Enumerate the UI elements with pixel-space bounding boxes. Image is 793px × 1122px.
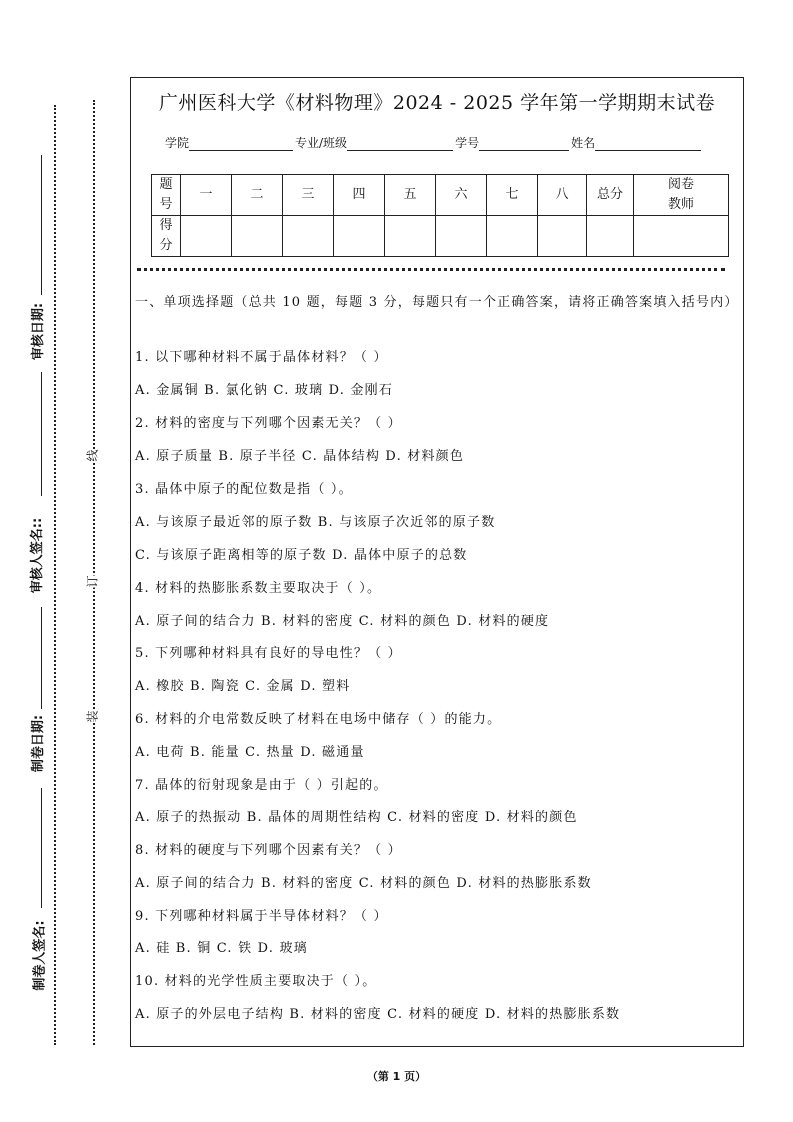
question-7-options: A. 原子的热振动 B. 晶体的周期性结构 C. 材料的密度 D. 材料的颜色 (135, 810, 578, 825)
col-6: 六 (436, 175, 487, 216)
question-4: 4. 材料的热膨胀系数主要取决于（ ）。 (135, 581, 382, 596)
question-5: 5. 下列哪种材料具有良好的导电性？（ ） (135, 646, 402, 661)
col-2: 二 (232, 175, 283, 216)
col-3: 三 (283, 175, 334, 216)
question-7: 7. 晶体的衍射现象是由于（ ）引起的。 (135, 778, 388, 793)
row-head-question: 题 号 (152, 175, 181, 216)
question-3: 3. 晶体中原子的配位数是指（ ）。 (135, 482, 353, 497)
review-date-line (41, 155, 42, 295)
question-4-options: A. 原子间的结合力 B. 材料的密度 C. 材料的颜色 D. 材料的硬度 (135, 614, 550, 629)
score-cell[interactable] (487, 216, 538, 257)
student-info-row (165, 134, 703, 151)
margin-dotted-line-inner (93, 100, 95, 1045)
question-10-options: A. 原子的外层电子结构 B. 材料的密度 C. 材料的硬度 D. 材料的热膨胀系数 (135, 1007, 621, 1022)
question-6: 6. 材料的介电常数反映了材料在电场中储存（ ）的能力。 (135, 712, 502, 727)
col-8: 八 (538, 175, 587, 216)
section-separator (137, 268, 725, 271)
exam-title: 广州医科大学《材料物理》2024 - 2025 学年第一学期期末试卷 (158, 92, 716, 114)
college-label: 学院 (165, 136, 190, 150)
question-10: 10. 材料的光学性质主要取决于（ ）。 (135, 974, 377, 989)
margin-char-line: 线 (85, 449, 100, 462)
score-table (151, 174, 729, 257)
major-field[interactable] (347, 136, 453, 151)
score-cell[interactable] (283, 216, 334, 257)
name-field[interactable] (595, 136, 701, 151)
question-1-options: A. 金属铜 B. 氯化钠 C. 玻璃 D. 金刚石 (135, 383, 394, 398)
score-table-score-row (152, 216, 729, 257)
author-signature-line (41, 788, 42, 908)
question-6-options: A. 电荷 B. 能量 C. 热量 D. 磁通量 (135, 745, 365, 760)
col-5: 五 (385, 175, 436, 216)
name-label: 姓名 (571, 136, 596, 150)
binding-margin (0, 0, 128, 1122)
section-heading: 一、单项选择题（总共 10 题，每题 3 分，每题只有一个正确答案，请将正确答案填入括号内） (135, 295, 739, 310)
margin-char-staple: 装 (85, 710, 100, 723)
score-table-header-row (152, 175, 729, 216)
question-8: 8. 材料的硬度与下列哪个因素有关？（ ） (135, 843, 402, 858)
student-id-field[interactable] (479, 136, 569, 151)
col-7: 七 (487, 175, 538, 216)
question-9: 9. 下列哪种材料属于半导体材料？（ ） (135, 909, 388, 924)
author-signature-label: 制卷人签名: (32, 920, 48, 991)
exam-frame (130, 77, 744, 1047)
score-cell[interactable] (538, 216, 587, 257)
question-1: 1. 以下哪种材料不属于晶体材料？（ ） (135, 350, 388, 365)
college-field[interactable] (189, 136, 293, 151)
margin-char-bind: 订 (85, 575, 100, 588)
grader-cell[interactable] (634, 216, 729, 257)
col-4: 四 (334, 175, 385, 216)
question-3-options-b: C. 与该原子距离相等的原子数 D. 晶体中原子的总数 (135, 548, 468, 563)
student-id-label: 学号 (455, 136, 480, 150)
score-cell[interactable] (232, 216, 283, 257)
major-label: 专业/班级 (295, 136, 348, 150)
question-2-options: A. 原子质量 B. 原子半径 C. 晶体结构 D. 材料颜色 (135, 449, 465, 464)
author-date-line (41, 607, 42, 709)
col-1: 一 (181, 175, 232, 216)
page-number: （第 1 页） (366, 1070, 427, 1083)
reviewer-signature-label: 审核人签名:: (30, 517, 46, 594)
question-5-options: A. 橡胶 B. 陶瓷 C. 金属 D. 塑料 (135, 679, 351, 694)
reviewer-signature-line (41, 372, 42, 496)
review-date-label: 审核日期: (31, 302, 47, 361)
col-grader: 阅卷 教师 (634, 175, 729, 216)
score-cell[interactable] (181, 216, 232, 257)
score-cell-total[interactable] (587, 216, 634, 257)
author-date-label: 制卷日期: (31, 714, 47, 773)
question-3-options-a: A. 与该原子最近邻的原子数 B. 与该原子次近邻的原子数 (135, 515, 496, 530)
score-cell[interactable] (334, 216, 385, 257)
margin-dotted-line-outer (54, 105, 56, 1045)
col-total: 总分 (587, 175, 634, 216)
score-cell[interactable] (436, 216, 487, 257)
question-2: 2. 材料的密度与下列哪个因素无关？（ ） (135, 416, 402, 431)
row-head-score: 得 分 (152, 216, 181, 257)
score-cell[interactable] (385, 216, 436, 257)
question-9-options: A. 硅 B. 铜 C. 铁 D. 玻璃 (135, 941, 308, 956)
question-8-options: A. 原子间的结合力 B. 材料的密度 C. 材料的颜色 D. 材料的热膨胀系数 (135, 876, 592, 891)
